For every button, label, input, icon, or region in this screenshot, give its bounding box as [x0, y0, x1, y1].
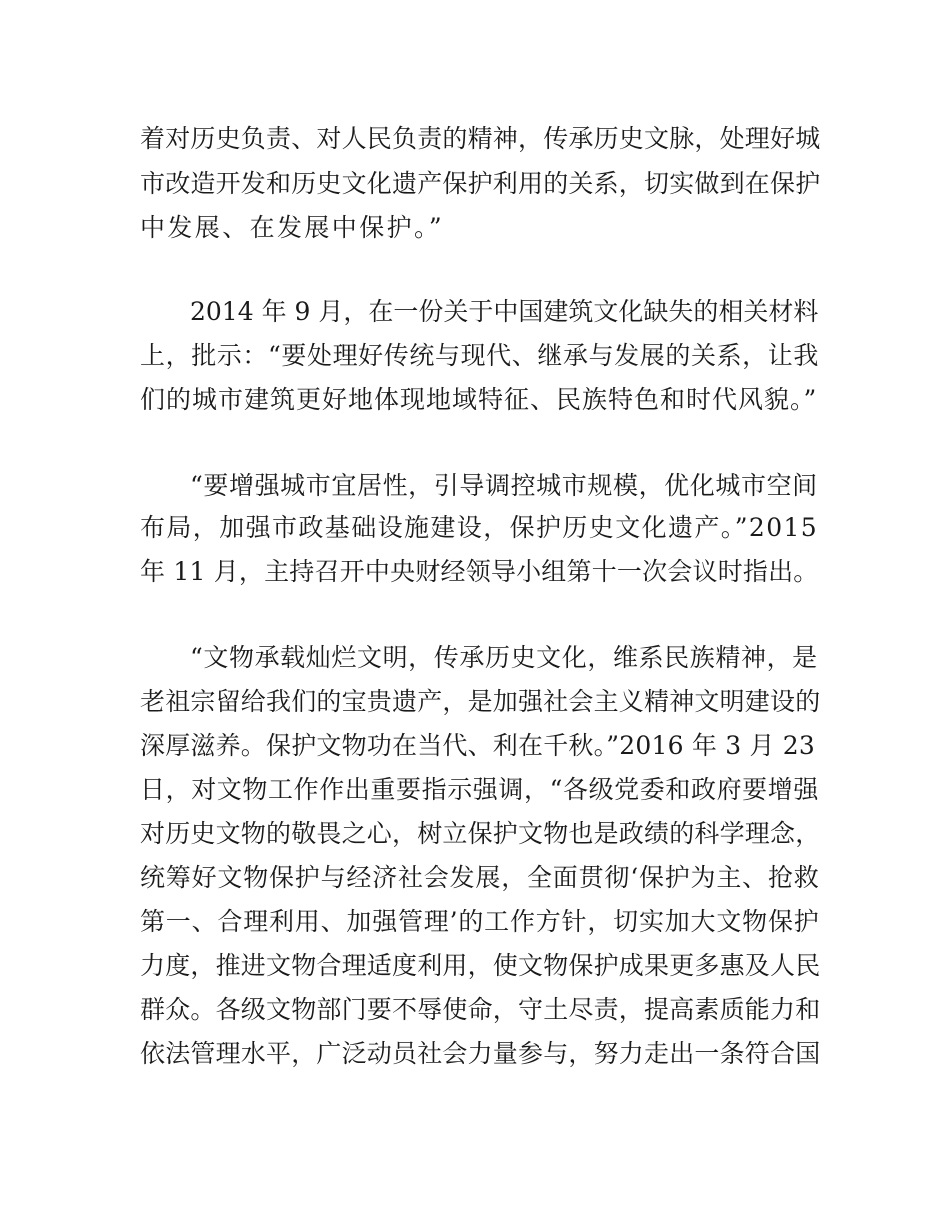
text-line: 第一、合理利用、加强管理’的工作方针，切实加大文物保护: [140, 907, 820, 936]
text-line: 中发展、在发展中保护。”: [140, 213, 445, 242]
text-line: 年 11 月，主持召开中央财经领导小组第十一次会议时指出。: [140, 557, 819, 586]
text-line: 群众。各级文物部门要不辱使命，守土尽责，提高素质能力和: [140, 995, 821, 1024]
text-line: 深厚滋养。保护文物功在当代、利在千秋。”2016 年 3 月 23: [140, 731, 816, 760]
text-line: 上，批示：“要处理好传统与现代、继承与发展的关系，让我: [140, 341, 819, 370]
text-line: 布局，加强市政基础设施建设，保护历史文化遗产。”2015: [140, 513, 819, 542]
text-line: 日，对文物工作作出重要指示强调，“各级党委和政府要增强: [140, 775, 819, 804]
text-line: 对历史文物的敬畏之心，树立保护文物也是政绩的科学理念，: [140, 819, 821, 848]
text-line: 力度，推进文物合理适度利用，使文物保护成果更多惠及人民: [140, 951, 821, 980]
text-line: 2014 年 9 月，在一份关于中国建筑文化缺失的相关材料: [190, 297, 819, 326]
text-line: “要增强城市宜居性，引导调控城市规模，优化城市空间: [190, 471, 818, 500]
text-line: “文物承载灿烂文明，传承历史文化，维系民族精神，是: [190, 643, 818, 672]
text-line: 们的城市建筑更好地体现地域特征、民族特色和时代风貌。”: [140, 385, 818, 414]
text-line: 市改造开发和历史文化遗产保护利用的关系，切实做到在保护: [140, 169, 821, 198]
text-line: 着对历史负责、对人民负责的精神，传承历史文脉，处理好城: [140, 124, 821, 153]
text-line: 统筹好文物保护与经济社会发展，全面贯彻‘保护为主、抢救: [140, 863, 820, 892]
text-line: 老祖宗留给我们的宝贵遗产，是加强社会主义精神文明建设的: [140, 687, 821, 716]
text-line: 依法管理水平，广泛动员社会力量参与，努力走出一条符合国: [140, 1039, 821, 1068]
